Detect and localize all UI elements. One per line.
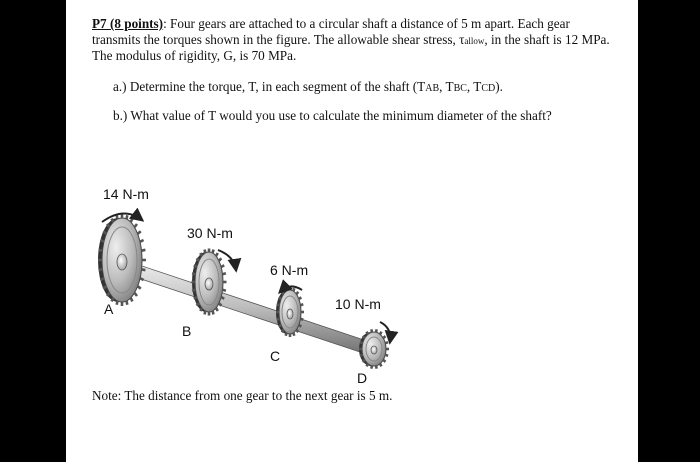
- gear-tooth: [380, 332, 382, 335]
- problem-statement-line-1: P7 (8 points): Four gears are attached to a circular shaft a distance of 5 m apart. Each gear: [92, 16, 570, 31]
- question-a: a.) Determine the torque, T, in each segment of the shaft (TAB, TBC, TCD).: [113, 79, 503, 94]
- gear-tooth: [216, 253, 218, 256]
- gear-tooth: [363, 360, 365, 362]
- problem-heading: P7 (8 points): [92, 16, 164, 31]
- torque-label-a: 14 N-m: [103, 186, 149, 202]
- gear-tooth: [293, 333, 294, 336]
- gear-tooth: [135, 224, 138, 227]
- gear-label-a: A: [104, 301, 114, 317]
- gear-tooth: [140, 278, 144, 280]
- gear-tooth: [219, 258, 222, 261]
- gear-tooth: [194, 297, 197, 299]
- gear-tooth: [301, 319, 304, 320]
- gear-tooth: [223, 273, 226, 274]
- gear-tooth: [367, 332, 369, 335]
- gear-label-c: C: [270, 348, 281, 364]
- gear-tooth: [380, 364, 382, 367]
- torque-label-c: 6 N-m: [270, 262, 309, 278]
- gear-tooth: [197, 258, 200, 261]
- gear-tooth: [367, 364, 369, 367]
- gear-tooth: [282, 330, 284, 332]
- gear-b-icon: [192, 252, 223, 312]
- gear-tooth: [282, 292, 284, 294]
- gear-tooth: [277, 304, 280, 305]
- gear-tooth: [221, 265, 224, 267]
- gear-tooth: [117, 301, 118, 305]
- gear-tooth: [140, 240, 144, 242]
- gear-label-d: D: [357, 370, 368, 386]
- gear-tooth: [138, 286, 141, 289]
- gear-tooth: [135, 293, 138, 296]
- problem-statement-line-3: The modulus of rigidity, G, is 70 MPa.: [92, 48, 297, 63]
- gear-tooth: [301, 304, 304, 305]
- gear-tooth: [360, 355, 363, 356]
- gear-tooth: [363, 336, 365, 338]
- gear-a-icon: [98, 218, 142, 302]
- gear-tooth: [205, 311, 206, 314]
- question-b: b.) What value of T would you use to calculate the minimum diameter of the shaft?: [113, 108, 552, 123]
- gear-tooth: [286, 333, 287, 336]
- gear-tooth: [205, 250, 206, 253]
- gear-tooth: [383, 336, 385, 338]
- gear-tooth: [112, 219, 114, 223]
- gear-tooth: [221, 297, 224, 299]
- torque-label-b: 30 N-m: [187, 225, 233, 241]
- gear-tooth: [297, 330, 299, 332]
- gear-tooth: [192, 290, 195, 291]
- gear-tooth: [100, 278, 104, 280]
- gear-tooth: [197, 303, 200, 306]
- note-text: Note: The distance from one gear to the next gear is 5 m.: [92, 388, 393, 403]
- gear-tooth: [213, 311, 214, 314]
- gear-tooth: [99, 269, 103, 270]
- gear-tooth: [117, 215, 118, 219]
- gear-tooth: [360, 342, 363, 343]
- gear-tooth: [127, 215, 128, 219]
- gear-tooth: [200, 308, 202, 311]
- gear-tooth: [131, 298, 133, 302]
- gear-tooth: [277, 319, 280, 320]
- gear-tooth: [371, 329, 372, 332]
- gear-tooth: [385, 342, 388, 343]
- gear-tooth: [376, 329, 377, 332]
- gear-tooth: [279, 325, 281, 327]
- gear-tooth: [297, 292, 299, 294]
- gear-tooth: [293, 288, 294, 291]
- gear-tooth: [219, 303, 222, 306]
- gear-tooth: [200, 253, 202, 256]
- problem-statement-line-2: transmits the torques shown in the figure. The allowable shear stress, τallow, in the shaft is 12 MPa.: [92, 32, 610, 47]
- gear-tooth: [213, 250, 214, 253]
- gear-tooth: [385, 355, 388, 356]
- gear-tooth: [299, 325, 301, 327]
- gear-tooth: [192, 273, 195, 274]
- gear-tooth: [299, 297, 301, 299]
- gear-tooth: [216, 308, 218, 311]
- gear-tooth: [223, 290, 226, 291]
- torque-label-d: 10 N-m: [335, 296, 381, 312]
- gear-tooth: [371, 366, 372, 369]
- gear-tooth: [100, 240, 104, 242]
- gear-tooth: [99, 250, 103, 251]
- gear-tooth: [127, 301, 128, 305]
- gear-tooth: [279, 297, 281, 299]
- gear-label-b: B: [182, 323, 192, 339]
- gear-tooth: [131, 219, 133, 223]
- gear-tooth: [138, 231, 141, 234]
- gear-tooth: [142, 250, 146, 251]
- gear-tooth: [194, 265, 197, 267]
- gear-tooth: [142, 269, 146, 270]
- gear-tooth: [376, 366, 377, 369]
- gear-tooth: [383, 360, 385, 362]
